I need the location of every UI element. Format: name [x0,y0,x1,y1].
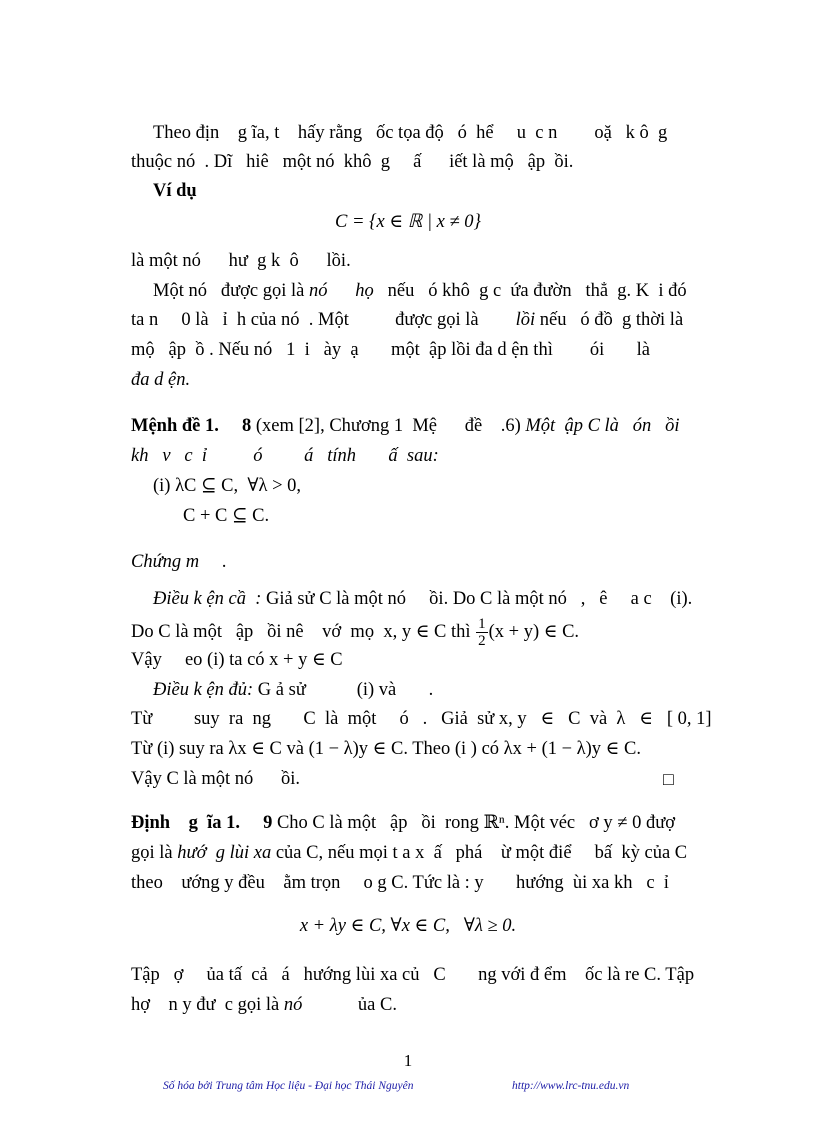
definition-l5a: hợ n y đư c gọi là [131,995,284,1015]
definition-l5b: nó [283,995,303,1015]
proposition-line1 [131,414,680,438]
definition-line2 [131,841,687,865]
proof-n2b: (x + y) ∈ C. [488,621,580,642]
example-formula: C = {x ∈ ℝ | x ≠ 0} [335,212,481,232]
proof-sufficient-line4: Vậy C là một nó ồi. [131,769,301,789]
definition-label: Định g ĩa 1. 9 [131,813,273,833]
example-after: là một nó hư g k ô lồi. [131,251,351,271]
fraction-numerator: 1 [478,616,486,632]
para1-line2: thuộc nó . Dĩ hiê một nó khô g ấ iết là mộ ập ồi. [131,152,574,172]
proof-necessary-text: Giả sử C là một nó ồi. Do C là một nó , ê a c (i). [261,589,693,609]
definition-line1 [131,811,675,835]
para2-line1 [153,279,687,303]
proof-sufficient-line1 [153,678,433,702]
definition-l1: Cho C là một ập ồi rong ℝⁿ. Một véc ơ y ≠ 0 đượ [272,813,675,833]
definition-line3: theo ướng y đều ằm trọn o g C. Tức là : y hướng ùi xa kh c ỉ [131,873,669,893]
fraction-denominator: 2 [478,633,486,649]
proof-sufficient-line3: Từ (i) suy ra λx ∈ C và (1 − λ)y ∈ C. Theo (i ) có λx + (1 − λ)y ∈ C. [131,739,641,759]
qed-symbol: □ [663,769,674,789]
para2-l2b: lồi [515,310,536,330]
proof-necessary-line1 [153,587,692,611]
definition-l2c: của C, nếu mọi t a x ấ phá ừ một điể bấ kỳ của C [271,843,688,863]
proposition-item1: (i) λC ⊆ C, ∀λ > 0, [153,476,302,496]
para2-l2a: ta n 0 là ỉ h của nó . Một được gọi là [131,310,516,330]
proof-necessary-line3: Vậy eo (i) ta có x + y ∈ C [131,650,343,670]
proposition-statement: Một ập C là ón ồi [525,416,680,436]
proof-necessary-label: Điều k ện cầ : [153,589,262,609]
proof-n2a: Do C là một ập ồi nê vớ mọ x, y ∈ C thì [131,621,476,642]
para2-l1c: nếu ó khô g c ứa đườn thẳ g. K i đó [373,281,687,301]
proposition-item2: C + C ⊆ C. [183,506,270,526]
proposition-ref: (xem [2], Chương 1 Mệ đề .6) [251,416,526,436]
para2-line4: đa d ện. [131,370,191,390]
para2-l1a: Một nó được gọi là [153,281,309,301]
footer-url: http://www.lrc-tnu.edu.vn [512,1080,630,1092]
proposition-label: Mệnh đề 1. 8 [131,416,252,436]
proof-necessary-line2 [131,616,579,649]
definition-formula: x + λy ∈ C, ∀x ∈ C, ∀λ ≥ 0. [299,916,517,936]
para2-line2 [131,308,683,332]
para2-l2c: nếu ó đồ g thời là [535,310,684,330]
example-heading: Ví dụ [153,181,197,201]
definition-line5 [131,993,397,1017]
definition-l2b: hướ g lùi xa [177,843,272,863]
definition-l2a: gọi là [131,843,178,863]
definition-line4: Tập ợ ủa tấ cả á hướng lùi xa củ C ng với đ ểm ốc là re C. Tập [131,965,695,985]
para2-line3: mộ ập ồ . Nếu nó 1 i ày ạ một ập lồi đa d ện thì ói là [131,340,650,360]
para1-line1: Theo địn g ĩa, t hấy rằng ốc tọa độ ó hể u c n oặ k ô g [153,123,668,143]
proof-sufficient-label: Điều k ện đủ: [153,680,254,700]
definition-l5c: ủa C. [302,995,397,1015]
footer-source: Số hóa bởi Trung tâm Học liệu - Đại học Thái Nguyên [163,1080,414,1092]
proof-sufficient-text: G ả sử (i) và . [253,680,434,700]
proof-sufficient-line2: Từ suy ra ng C là một ó . Giả sử x, y ∈ C và λ ∈ [ 0, 1] [131,709,712,729]
proof-title: Chứng m . [131,552,227,572]
page-number: 1 [403,1051,413,1070]
fraction-one-half [476,616,488,649]
para2-l1b: nó họ [308,281,374,301]
proposition-line2: kh v c ỉ ó á tính ấ sau: [131,446,439,466]
